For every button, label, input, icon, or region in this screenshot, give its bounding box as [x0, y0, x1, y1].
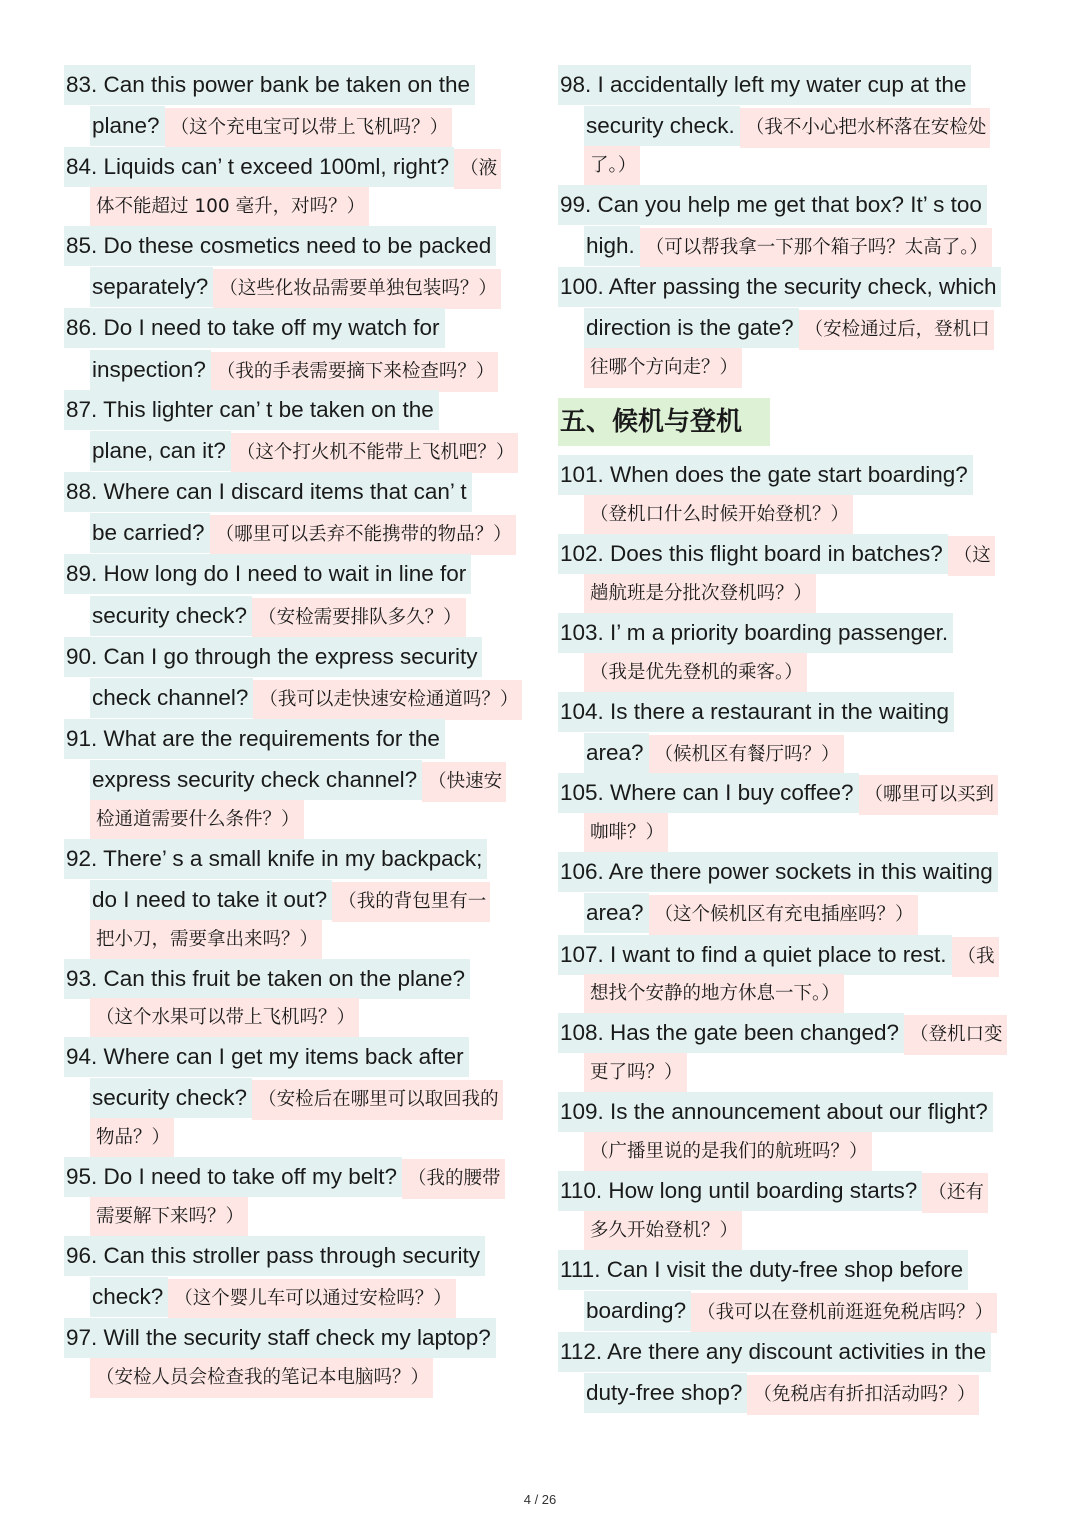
text-line [558, 852, 998, 892]
chinese-translation: （快速安 [422, 762, 506, 802]
text-line [558, 1013, 1007, 1053]
chinese-translation: （我可以在登机前逛逛免税店吗？） [691, 1293, 997, 1333]
english-text: 88. Where can I discard items that can’ t [64, 472, 472, 512]
text-line [64, 637, 482, 677]
english-text: 103. I’ m a priority boarding passenger. [558, 613, 953, 653]
text-line [558, 1092, 993, 1132]
chinese-translation: （安检需要排队多久？） [252, 598, 466, 638]
english-text: plane? [90, 106, 165, 146]
text-line [558, 65, 971, 105]
chinese-translation: 更了吗？） [584, 1053, 687, 1093]
text-line [64, 390, 439, 430]
text-line [558, 1250, 968, 1290]
text-line [584, 813, 668, 853]
text-line [558, 267, 1001, 307]
text-line [558, 773, 998, 813]
text-line [90, 106, 452, 146]
text-line [90, 880, 490, 920]
text-line [64, 226, 496, 266]
chinese-translation: （我的手表需要摘下来检查吗？） [211, 352, 499, 392]
english-text: boarding? [584, 1291, 691, 1331]
text-line [90, 920, 322, 960]
text-line [90, 800, 304, 840]
chinese-translation: （登机口什么时候开始登机？） [584, 495, 853, 535]
english-text: 93. Can this fruit be taken on the plane? [64, 959, 470, 999]
english-text: 85. Do these cosmetics need to be packed [64, 226, 496, 266]
chinese-translation: （这个候机区有充电插座吗？） [649, 895, 918, 935]
chinese-translation: （这个充电宝可以带上飞机吗？） [165, 108, 453, 148]
text-line [64, 959, 470, 999]
english-text: 89. How long do I need to wait in line for [64, 554, 471, 594]
text-line [64, 1157, 505, 1197]
english-text: security check? [90, 1078, 252, 1118]
text-line [64, 554, 471, 594]
text-line [584, 146, 640, 186]
text-line [558, 1332, 991, 1372]
english-text: 98. I accidentally left my water cup at the [558, 65, 971, 105]
english-text: 104. Is there a restaurant in the waiting [558, 692, 954, 732]
text-line [558, 455, 973, 495]
text-line [90, 1078, 503, 1118]
chinese-translation: 咖啡？） [584, 813, 668, 853]
text-line [90, 1118, 174, 1158]
english-text: 112. Are there any discount activities in the [558, 1332, 991, 1372]
chinese-translation: （液 [454, 149, 501, 189]
chinese-translation: （可以帮我拿一下那个箱子吗？太高了。） [640, 228, 992, 268]
text-line [64, 472, 472, 512]
text-line [558, 613, 953, 653]
english-text: 107. I want to find a quiet place to rest. [558, 935, 952, 975]
text-line [584, 1211, 742, 1251]
chinese-translation: 趟航班是分批次登机吗？） [584, 574, 816, 614]
english-text: 92. There’ s a small knife in my backpack; [64, 839, 487, 879]
chinese-translation: （这个打火机不能带上飞机吧？） [231, 433, 519, 473]
chinese-translation: 物品？） [90, 1118, 174, 1158]
english-text: 83. Can this power bank be taken on the [64, 65, 475, 105]
english-text: high. [584, 226, 640, 266]
english-text: 101. When does the gate start boarding? [558, 455, 973, 495]
text-line [90, 267, 501, 307]
text-line [584, 1291, 997, 1331]
english-text: 102. Does this flight board in batches? [558, 534, 948, 574]
text-line [90, 596, 466, 636]
text-line [558, 1171, 988, 1211]
text-line [558, 185, 987, 225]
chinese-translation: （哪里可以丢弃不能携带的物品？） [210, 515, 516, 555]
text-line [90, 513, 516, 553]
chinese-translation: （我是优先登机的乘客。） [584, 653, 807, 693]
english-text: separately? [90, 267, 213, 307]
english-text: 97. Will the security staff check my laptop? [64, 1318, 496, 1358]
chinese-translation: 把小刀，需要拿出来吗？） [90, 920, 322, 960]
chinese-translation: 多久开始登机？） [584, 1211, 742, 1251]
english-text: 96. Can this stroller pass through security [64, 1236, 485, 1276]
text-line [584, 1132, 872, 1172]
text-line [90, 760, 506, 800]
text-line [584, 495, 853, 535]
text-line [64, 1037, 469, 1077]
text-line [90, 1277, 456, 1317]
section-heading: 五、候机与登机 [558, 398, 770, 446]
english-text: check channel? [90, 678, 253, 718]
text-line [584, 733, 844, 773]
text-line [584, 348, 742, 388]
english-text: 86. Do I need to take off my watch for [64, 308, 445, 348]
chinese-translation: （安检后在哪里可以取回我的 [252, 1080, 503, 1120]
text-line [584, 106, 990, 146]
english-text: 111. Can I visit the duty-free shop before [558, 1250, 968, 1290]
chinese-translation: 往哪个方向走？） [584, 348, 742, 388]
chinese-translation: （我的腰带 [402, 1159, 505, 1199]
text-line [64, 147, 501, 187]
text-line [584, 574, 816, 614]
english-text: express security check channel? [90, 760, 422, 800]
english-text: area? [584, 733, 649, 773]
english-text: security check? [90, 596, 252, 636]
english-text: check? [90, 1277, 168, 1317]
chinese-translation: （还有 [922, 1173, 988, 1213]
english-text: 91. What are the requirements for the [64, 719, 445, 759]
english-text: area? [584, 893, 649, 933]
chinese-translation: （我不小心把水杯落在安检处 [740, 108, 991, 148]
text-line [64, 1236, 485, 1276]
english-text: duty-free shop? [584, 1373, 747, 1413]
english-text: 109. Is the announcement about our flight? [558, 1092, 993, 1132]
text-line [584, 308, 994, 348]
page-number: 4 / 26 [523, 1492, 557, 1507]
english-text: 90. Can I go through the express security [64, 637, 482, 677]
chinese-translation: （安检人员会检查我的笔记本电脑吗？） [90, 1358, 433, 1398]
chinese-translation: 检通道需要什么条件？） [90, 800, 304, 840]
chinese-translation: 体不能超过 100 毫升，对吗？） [90, 187, 369, 227]
chinese-translation: （我 [952, 937, 999, 977]
text-line [558, 692, 954, 732]
text-line [584, 226, 992, 266]
chinese-translation: （候机区有餐厅吗？） [649, 735, 844, 775]
english-text: do I need to take it out? [90, 880, 332, 920]
english-text: plane, can it? [90, 431, 231, 471]
text-line [64, 1318, 496, 1358]
english-text: security check. [584, 106, 740, 146]
text-line [90, 1358, 433, 1398]
text-line [90, 187, 369, 227]
text-line [90, 350, 498, 390]
chinese-translation: （广播里说的是我们的航班吗？） [584, 1132, 872, 1172]
text-line [90, 1197, 248, 1237]
chinese-translation: （免税店有折扣活动吗？） [747, 1375, 979, 1415]
text-line [584, 1053, 687, 1093]
english-text: 84. Liquids can’ t exceed 100ml, right? [64, 147, 454, 187]
english-text: 105. Where can I buy coffee? [558, 773, 859, 813]
chinese-translation: 想找个安静的地方休息一下。） [584, 974, 844, 1014]
english-text: 94. Where can I get my items back after [64, 1037, 469, 1077]
text-line [584, 653, 807, 693]
chinese-translation: （这个水果可以带上飞机吗？） [90, 998, 359, 1038]
text-line [64, 65, 475, 105]
english-text: direction is the gate? [584, 308, 799, 348]
english-text: 100. After passing the security check, which [558, 267, 1001, 307]
english-text: 99. Can you help me get that box? It’ s too [558, 185, 987, 225]
chinese-translation: （这 [948, 536, 995, 576]
english-text: 108. Has the gate been changed? [558, 1013, 904, 1053]
english-text: 106. Are there power sockets in this waiting [558, 852, 998, 892]
text-line [584, 1373, 979, 1413]
text-line [90, 431, 518, 471]
english-text: 87. This lighter can’ t be taken on the [64, 390, 439, 430]
english-text: 95. Do I need to take off my belt? [64, 1157, 402, 1197]
text-line [64, 839, 487, 879]
text-line [90, 678, 522, 718]
chinese-translation: （我可以走快速安检通道吗？） [253, 680, 522, 720]
english-text: be carried? [90, 513, 210, 553]
chinese-translation: （我的背包里有一 [332, 882, 490, 922]
text-line [584, 974, 844, 1014]
chinese-translation: 了。） [584, 146, 640, 186]
text-line [558, 935, 999, 975]
chinese-translation: （安检通过后，登机口 [799, 310, 994, 350]
text-line [64, 719, 445, 759]
chinese-translation: （这个婴儿车可以通过安检吗？） [168, 1279, 456, 1319]
chinese-translation: （这些化妆品需要单独包装吗？） [213, 269, 501, 309]
chinese-translation: （登机口变 [904, 1015, 1007, 1055]
english-text: 110. How long until boarding starts? [558, 1171, 922, 1211]
chinese-translation: （哪里可以买到 [859, 775, 999, 815]
text-line [90, 998, 359, 1038]
text-line [558, 534, 995, 574]
text-line [584, 893, 918, 933]
english-text: inspection? [90, 350, 211, 390]
text-line [64, 308, 445, 348]
chinese-translation: 需要解下来吗？） [90, 1197, 248, 1237]
